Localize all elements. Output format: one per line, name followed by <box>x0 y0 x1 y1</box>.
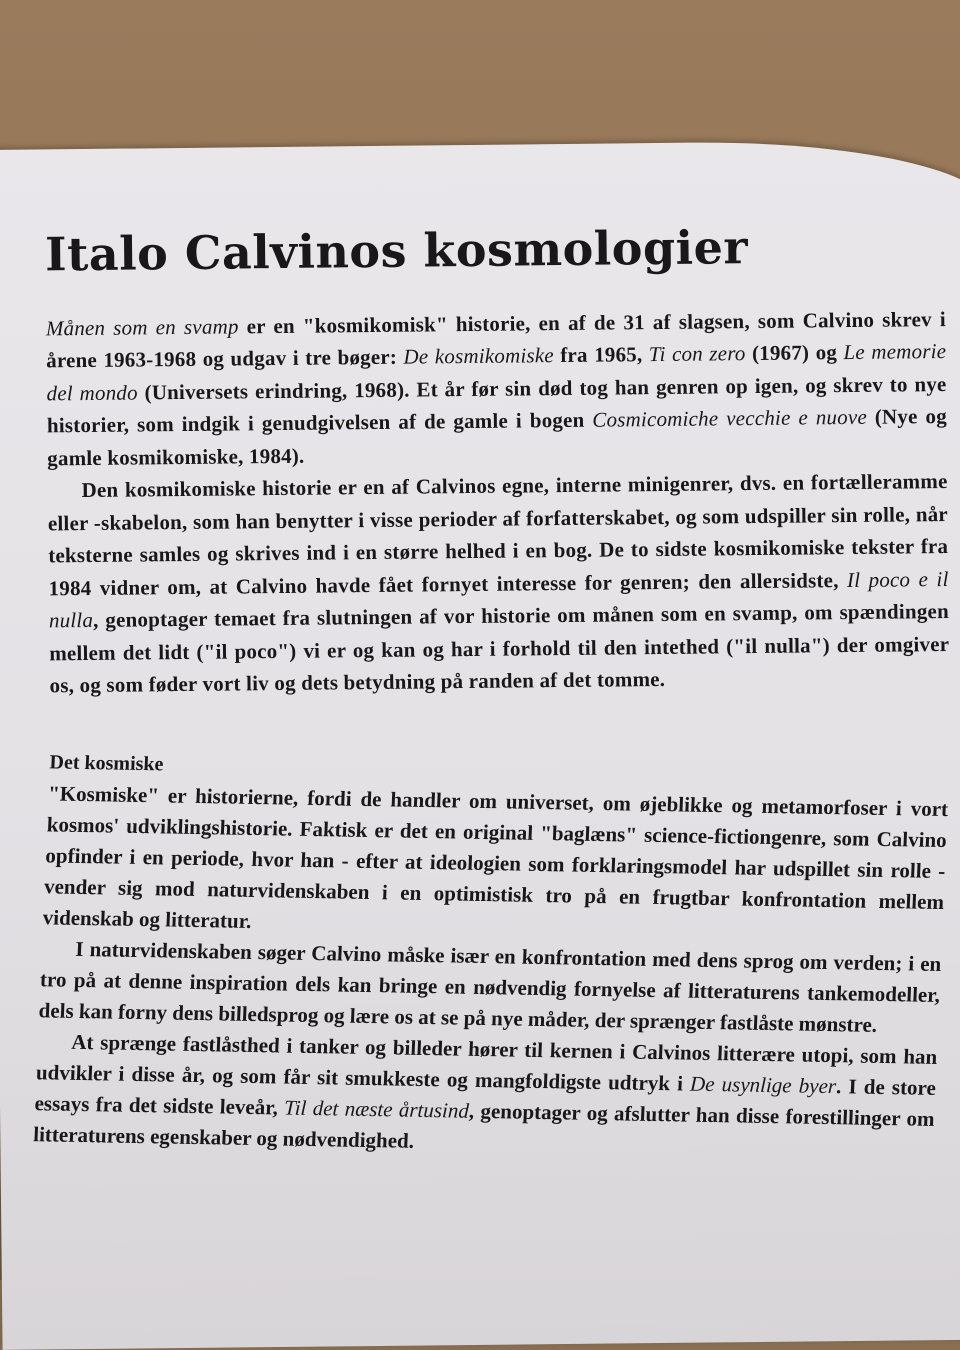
text: Den kosmikomiske historie er en af Calvinos egne, interne minigenrer, dvs. en fortælleramme eller -skabelon, som han benytter i visse perioder af forfatterskabet, og som udspiller sin rolle, når teksterne samles og skrives ind i en større helhed i en bog. De to sidste kosmikomiske tekster fra 1984 vidner om, at Calvino havde fået fornyet interesse for genren; den allersidste, <box>47 469 949 601</box>
text: fra 1965, <box>553 342 649 368</box>
italic-text: Il poco e il nulla <box>48 566 949 633</box>
paragraph-science: I naturvidenskaben søger Calvino måske især en konfrontation med dens sprog om verden; i en tro på at denne inspiration dels kan bringe en nødvendig fornyelse af litteraturens tankemodeller, dels kan forny dens billedsprog og lære os at se på nye måder, der sprænger fastlåste mønstre. <box>38 936 942 1037</box>
text: (1967) og <box>745 340 844 366</box>
paragraph-cosmic: "Kosmiske" er historierne, fordi de handler om universet, om øjeblikke og metamorfoser i vort kosmos' udviklingshistorie. Faktisk er det en original "baglæns" science-fictiongenre, som Calvino opfinder i en periode, hvor han - efter at ideologien som forklaringsmodel har udspillet sin rolle - vender sig mod naturvidenskaben i en optimistisk tro på en frugtbar konfrontation mellem videnskab og litteratur. <box>42 780 949 933</box>
text: . I de store essays fra det sidste leveår, <box>34 1073 937 1120</box>
text: (Nye og gamle kosmikomiske, 1984). <box>47 404 947 471</box>
book-page <box>0 140 960 1350</box>
paragraph-minigenre <box>47 465 949 702</box>
page-title: Italo Calvinos kosmologier <box>44 220 749 282</box>
lower-section <box>33 746 950 1165</box>
italic-text: De usynlige byer <box>689 1071 837 1098</box>
italic-text: Le memorie del mondo <box>46 339 947 406</box>
text: At sprænge fastlåsthed i tanker og billeder hører til kernen i Calvinos litterære utopi, som han udvikler i disse år, og som får sit smukkeste og mangfoldigste udtryk i <box>35 1029 938 1096</box>
italic-text: Til det næste årtusind <box>283 1095 470 1123</box>
paragraph-utopia <box>33 1026 938 1166</box>
text: , genoptager temaet fra slutningen af vor historie om månen som en svamp, om spændingen mellem det lidt ("il poco") vi er og kan og har i forhold til den intethed ("il nulla") der omgiver os, og som føder vort liv og dets betydning på randen af det tomme. <box>49 599 950 698</box>
text: er en "kosmikomisk" historie, en af de 31 af slagsen, som Calvino skrev i årene 1963-1968 og udgav i tre bøger: <box>46 306 946 373</box>
page-content <box>32 220 955 1153</box>
italic-text: Ti con zero <box>648 341 746 367</box>
section-heading: Det kosmiske <box>49 750 164 775</box>
italic-text: Månen som en svamp <box>45 314 239 341</box>
text: , genoptager og afslutter han disse forestillinger om litteraturens egenskaber og nødvendighed. <box>32 1098 936 1153</box>
paragraph-intro <box>46 303 948 475</box>
italic-text: Cosmicomiche vecchie e nuove <box>592 404 868 432</box>
italic-text: De kosmikomiske <box>403 343 554 369</box>
text: (Universets erindring, 1968). Et år før sin død tog han genren op igen, og skrev to nye historier, som indgik i genudgivelsen af de gamle i bogen <box>46 371 947 438</box>
